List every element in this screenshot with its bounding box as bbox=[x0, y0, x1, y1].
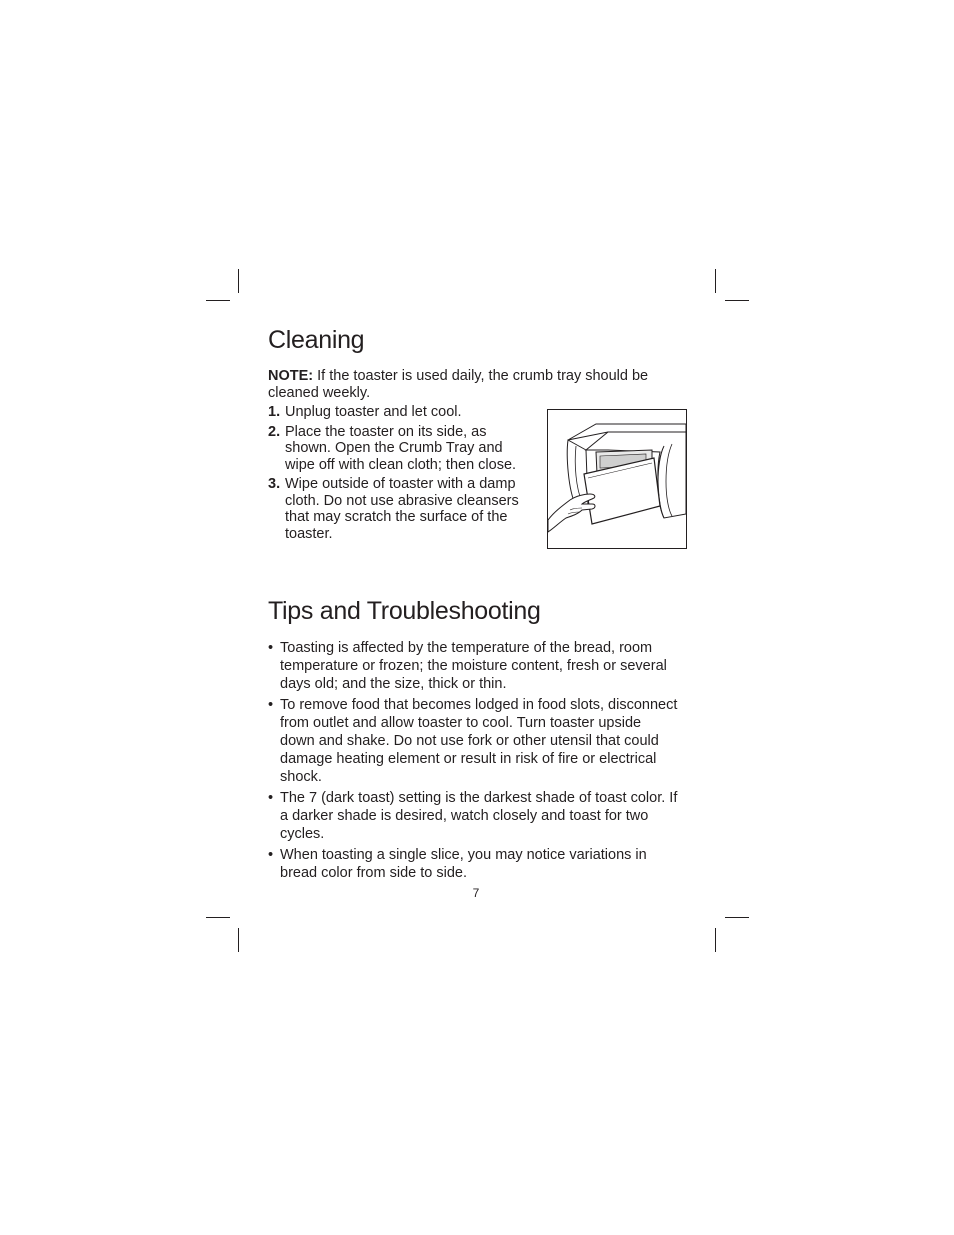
bullet: • bbox=[268, 790, 274, 806]
tip-item bbox=[268, 846, 678, 882]
step-number: 3. bbox=[268, 476, 281, 492]
tip-text: When toasting a single slice, you may notice variations in bread color from side to side. bbox=[280, 847, 647, 881]
note-label: NOTE: bbox=[268, 368, 314, 384]
crop-mark-bottom-left-horizontal bbox=[206, 917, 230, 918]
tip-item bbox=[268, 696, 678, 786]
tips-heading: Tips and Troubleshooting bbox=[268, 597, 541, 625]
step-text: Unplug toaster and let cool. bbox=[285, 404, 462, 420]
step-number: 2. bbox=[268, 423, 281, 440]
toaster-crumb-tray-illustration bbox=[547, 409, 687, 549]
tip-item bbox=[268, 639, 678, 693]
bullet: • bbox=[268, 697, 274, 713]
crop-mark-bottom-left-vertical bbox=[238, 928, 239, 952]
cleaning-heading: Cleaning bbox=[268, 326, 365, 354]
step-text: Wipe outside of toaster with a damp cloth. Do not use abrasive cleansers that may scratch the surface of the toaster. bbox=[285, 476, 519, 542]
crop-mark-top-left-vertical bbox=[238, 269, 239, 293]
note-text: If the toaster is used daily, the crumb tray should be cleaned weekly. bbox=[268, 368, 649, 401]
tips-list bbox=[268, 639, 678, 885]
cleaning-step bbox=[268, 476, 536, 542]
crop-mark-top-right-vertical bbox=[715, 269, 716, 293]
tip-text: To remove food that becomes lodged in food slots, disconnect from outlet and allow toaster to cool. Turn toaster upside down and shake. Do not use fork or other utensil that could damage heating element or result in risk of fire or electrical shock. bbox=[280, 697, 678, 785]
page-number: 7 bbox=[472, 886, 480, 900]
crop-mark-bottom-right-horizontal bbox=[725, 917, 749, 918]
tip-text: The 7 (dark toast) setting is the darkest shade of toast color. If a darker shade is desired, watch closely and toast for two cycles. bbox=[280, 790, 678, 842]
cleaning-step bbox=[268, 424, 536, 474]
cleaning-step bbox=[268, 404, 536, 421]
cleaning-note bbox=[268, 368, 678, 402]
crop-mark-top-right-horizontal bbox=[725, 300, 749, 301]
crop-mark-top-left-horizontal bbox=[206, 300, 230, 301]
cleaning-steps-list bbox=[268, 404, 536, 545]
toaster-illustration-svg bbox=[548, 410, 686, 548]
bullet: • bbox=[268, 640, 274, 656]
tip-item bbox=[268, 789, 678, 843]
crop-mark-bottom-right-vertical bbox=[715, 928, 716, 952]
step-text: Place the toaster on its side, as shown. Open the Crumb Tray and wipe off with clean cloth; then close. bbox=[285, 423, 517, 473]
tip-text: Toasting is affected by the temperature of the bread, room temperature or frozen; the moisture content, fresh or several days old; and the size, thick or thin. bbox=[280, 640, 667, 692]
step-number: 1. bbox=[268, 404, 281, 420]
bullet: • bbox=[268, 847, 274, 863]
